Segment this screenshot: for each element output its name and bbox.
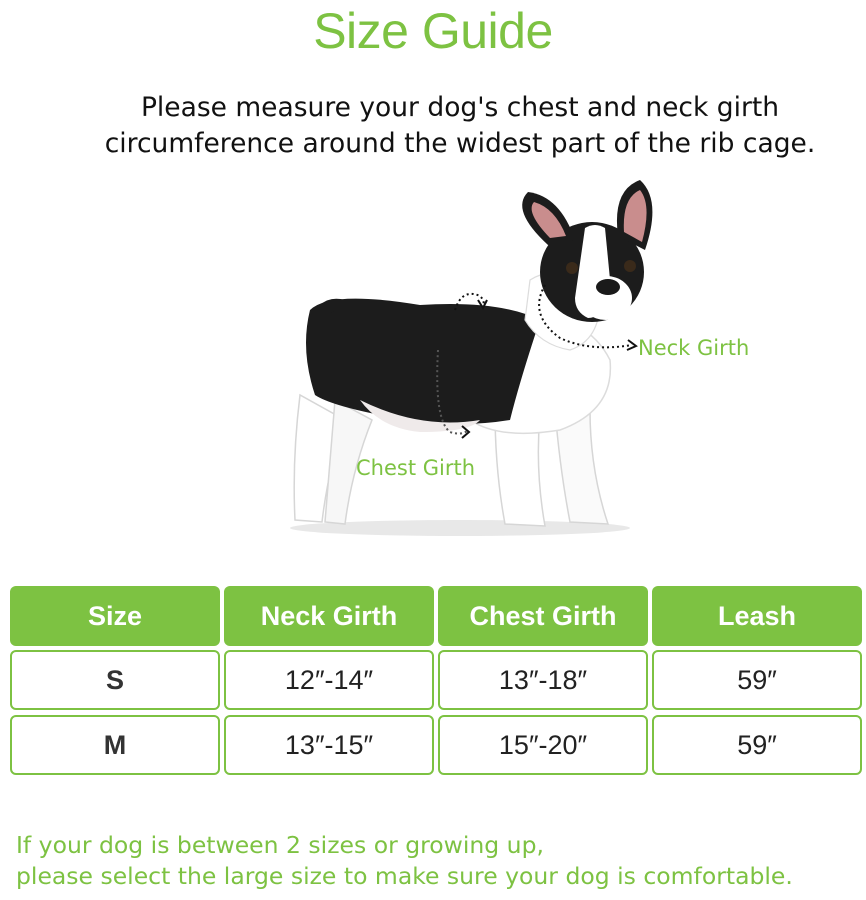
dog-body: [306, 299, 540, 424]
dog-eye-left: [566, 262, 578, 274]
instructions-line-1: Please measure your dog's chest and neck girth: [140, 92, 780, 123]
neck-cell: 12″-14″: [224, 650, 434, 710]
header-size: Size: [10, 586, 220, 646]
table-row: [10, 715, 862, 775]
measure-instructions: [60, 90, 860, 162]
leash-cell: 59″: [652, 715, 862, 775]
advice-line-2: please select the large size to make sure your dog is comfortable.: [16, 862, 793, 890]
header-chest-girth: Chest Girth: [438, 586, 648, 646]
instructions-line-2: circumference around the widest part of the rib cage.: [104, 128, 816, 159]
dog-nose: [596, 279, 620, 295]
header-neck-girth: Neck Girth: [224, 586, 434, 646]
sizing-advice: [16, 830, 793, 892]
size-table: [10, 586, 862, 780]
header-leash: Leash: [652, 586, 862, 646]
chest-cell: 15″-20″: [438, 715, 648, 775]
neck-cell: 13″-15″: [224, 715, 434, 775]
chest-cell: 13″-18″: [438, 650, 648, 710]
table-row: [10, 650, 862, 710]
neck-girth-label: Neck Girth: [638, 336, 750, 360]
dog-measurement-illustration: [280, 178, 700, 538]
chest-girth-label: Chest Girth: [356, 456, 476, 480]
size-cell: M: [10, 715, 220, 775]
dog-eye-right: [624, 260, 636, 272]
advice-line-1: If your dog is between 2 sizes or growing up,: [16, 831, 544, 859]
leash-cell: 59″: [652, 650, 862, 710]
page-title: Size Guide: [313, 3, 553, 59]
table-header-row: [10, 586, 862, 646]
size-cell: S: [10, 650, 220, 710]
